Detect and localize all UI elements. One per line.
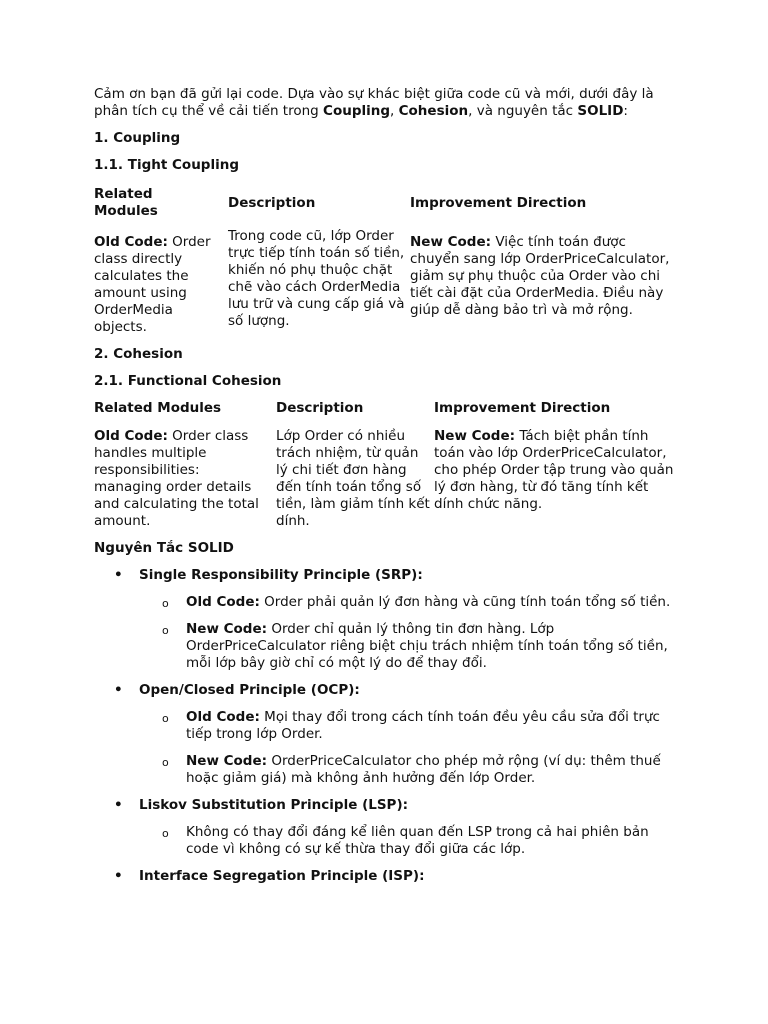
principle-title: Single Responsibility Principle (SRP): [139, 567, 423, 583]
sub-bullet-icon: o [162, 756, 169, 769]
related-modules-cell: Old Code: Order class directly calculates the amount using OrderMedia objects. [94, 234, 211, 335]
subsection-functional-cohesion-heading: 2.1. Functional Cohesion [94, 373, 282, 389]
table-header-row [94, 400, 678, 428]
table-header-cell: Related Modules [94, 186, 158, 219]
solid-term: SOLID [577, 103, 624, 119]
sub-bullet-icon: o [162, 827, 169, 840]
list-item: o New Code: Order chỉ quản lý thông tin đơn hàng. Lớp OrderPriceCalculator riêng biệt chịu trách nhiệm tính toán tổng số tiền, mỗi lớp bây giờ chỉ có một lý do để thay đổi. [162, 621, 668, 671]
list-item-ocp [94, 682, 678, 787]
list-item: o Old Code: Order phải quản lý đơn hàng và cũng tính toán tổng số tiền. [162, 594, 671, 610]
table-header-cell: Improvement Direction [434, 400, 611, 416]
sub-list [139, 824, 678, 858]
cohesion-term: Cohesion [398, 103, 469, 119]
sub-bullet-icon: o [162, 597, 169, 610]
sub-bullet-icon: o [162, 712, 169, 725]
table-header-cell: Description [276, 400, 364, 416]
bullet-icon: • [114, 682, 123, 698]
coupling-table [94, 178, 678, 336]
table-header-cell: Related Modules [94, 400, 222, 416]
cohesion-table [94, 400, 678, 530]
principle-title: Open/Closed Principle (OCP): [139, 682, 360, 698]
section-coupling-heading: 1. Coupling [94, 130, 181, 146]
list-item-isp [94, 868, 678, 885]
table-header-cell: Improvement Direction [410, 194, 587, 211]
improvement-cell: New Code: Việc tính toán được chuyển sang lớp OrderPriceCalculator, giảm sự phụ thuộc của Order vào chi tiết cài đặt của OrderMedia. Điều này giúp dễ dàng bảo trì và mở rộng. [410, 234, 670, 318]
subsection-tight-coupling-heading: 1.1. Tight Coupling [94, 157, 239, 173]
improvement-cell: New Code: Tách biệt phần tính toán vào lớp OrderPriceCalculator, cho phép Order tập trung vào quản lý đơn hàng, từ đó tăng tính kết dính chức năng. [434, 428, 674, 512]
list-item: o New Code: OrderPriceCalculator cho phép mở rộng (ví dụ: thêm thuế hoặc giảm giá) mà không ảnh hưởng đến lớp Order. [162, 753, 661, 786]
section-cohesion-heading: 2. Cohesion [94, 346, 183, 362]
intro-paragraph: Cảm ơn bạn đã gửi lại code. Dựa vào sự khác biệt giữa code cũ và mới, dưới đây là phân tích cụ thể về cải tiến trong Coupling, Cohesion, và nguyên tắc SOLID: [94, 86, 654, 119]
table-header-cell: Description [228, 194, 316, 211]
principle-title: Interface Segregation Principle (ISP): [139, 868, 425, 884]
description-cell: Trong code cũ, lớp Order trực tiếp tính toán số tiền, khiến nó phụ thuộc chặt chẽ vào cách OrderMedia lưu trữ và cung cấp giá và số lượng. [228, 228, 405, 329]
table-row [94, 228, 678, 336]
list-item-srp [94, 567, 678, 672]
bullet-icon: • [114, 797, 123, 813]
table-header-row [94, 178, 678, 228]
related-modules-cell: Old Code: Order class handles multiple responsibilities: managing order details and calculating the total amount. [94, 428, 259, 529]
table-row [94, 428, 678, 530]
list-item: o Old Code: Mọi thay đổi trong cách tính toán đều yêu cầu sửa đổi trực tiếp trong lớp Order. [162, 709, 660, 742]
principle-title: Liskov Substitution Principle (LSP): [139, 797, 409, 813]
bullet-icon: • [114, 567, 123, 583]
list-item: o Không có thay đổi đáng kể liên quan đến LSP trong cả hai phiên bản code vì không có sự kế thừa thay đổi giữa các lớp. [162, 824, 649, 857]
sub-list [139, 709, 678, 787]
description-cell: Lớp Order có nhiều trách nhiệm, từ quản lý chi tiết đơn hàng đến tính toán tổng số tiền, làm giảm tính kết dính. [276, 428, 430, 529]
list-item-lsp [94, 797, 678, 858]
solid-principles-list [94, 567, 678, 885]
bullet-icon: • [114, 868, 123, 884]
coupling-term: Coupling [323, 103, 391, 119]
solid-heading: Nguyên Tắc SOLID [94, 540, 234, 556]
sub-bullet-icon: o [162, 624, 169, 637]
sub-list [139, 594, 678, 672]
